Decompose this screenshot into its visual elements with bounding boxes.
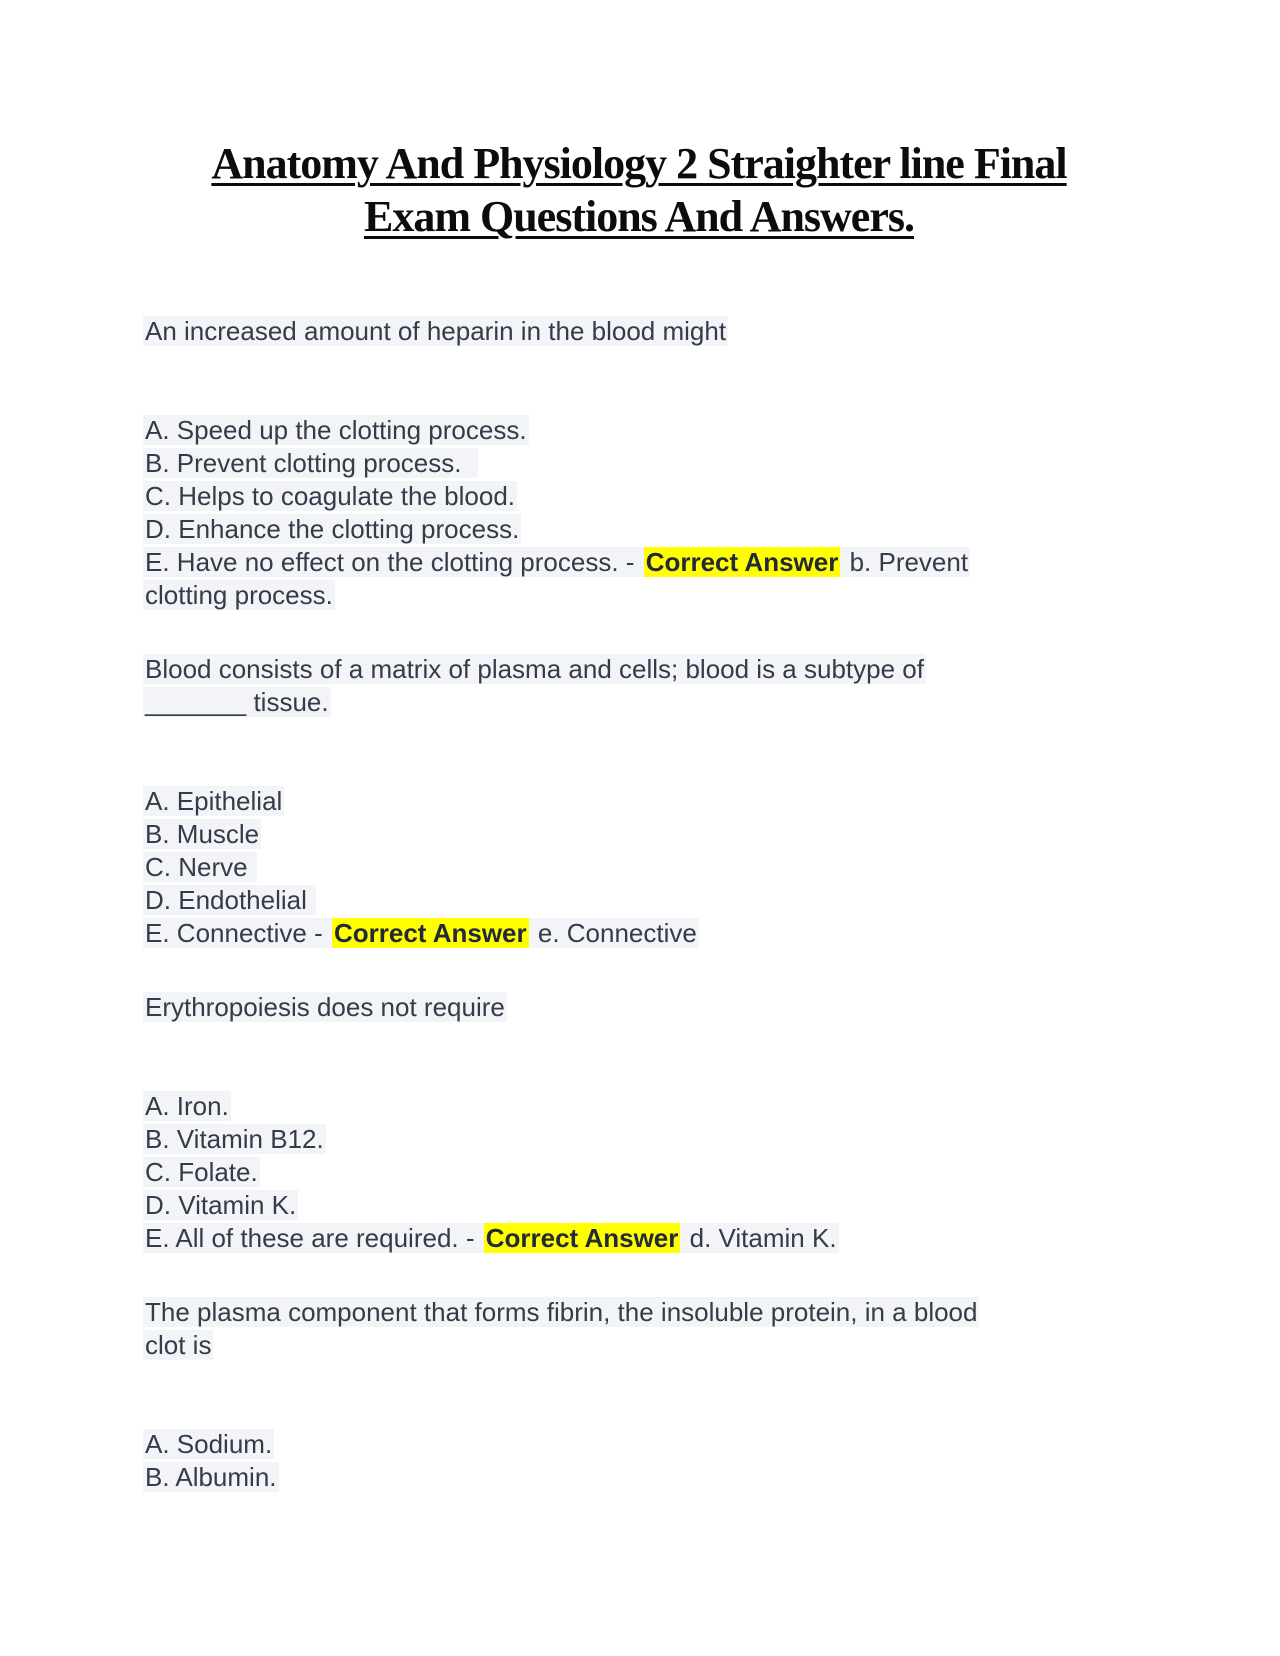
option-line [143, 1461, 1135, 1494]
option-line [143, 1428, 1135, 1461]
text-segment: A. Iron. [145, 1091, 229, 1121]
text-segment: B. Prevent clotting process. [145, 448, 476, 478]
text-segment: C. Helps to coagulate the blood. [145, 481, 516, 511]
options-block [143, 414, 1135, 612]
text-segment: D. Endothelial [145, 885, 315, 915]
question-block [143, 1296, 1135, 1362]
option-line [143, 785, 1135, 818]
option-line [143, 447, 1135, 480]
text-segment: _______ tissue. [145, 687, 329, 717]
text-segment: The plasma component that forms fibrin, the insoluble protein, in a blood [145, 1297, 978, 1327]
options-block [143, 1428, 1135, 1494]
text-segment: b. Prevent [842, 547, 969, 577]
option-line [143, 1156, 1135, 1189]
document-content [143, 315, 1135, 1494]
text-segment: clotting process. [145, 580, 333, 610]
option-line [143, 851, 1135, 884]
question-line [143, 1296, 1135, 1329]
option-line [143, 546, 1135, 579]
text-segment: A. Epithelial [145, 786, 283, 816]
option-line [143, 917, 1135, 950]
text-segment: clot is [145, 1330, 212, 1360]
question-line [143, 1329, 1135, 1362]
correct-answer-highlight: Correct Answer [485, 1223, 679, 1253]
correct-answer-highlight: Correct Answer [645, 547, 839, 577]
question-line [143, 315, 1135, 348]
text-segment: B. Muscle [145, 819, 260, 849]
option-line [143, 1090, 1135, 1123]
text-segment: D. Vitamin K. [145, 1190, 297, 1220]
text-segment: Blood consists of a matrix of plasma and cells; blood is a subtype of [145, 654, 924, 684]
option-line [143, 818, 1135, 851]
document-title [143, 137, 1135, 243]
text-segment: A. Sodium. [145, 1429, 273, 1459]
text-segment: D. Enhance the clotting process. [145, 514, 520, 544]
option-line [143, 480, 1135, 513]
options-block [143, 1090, 1135, 1255]
option-line [143, 579, 1135, 612]
title-line-1: Anatomy And Physiology 2 Straighter line Final [211, 139, 1067, 188]
text-segment: A. Speed up the clotting process. [145, 415, 527, 445]
question-block [143, 653, 1135, 719]
text-segment: Erythropoiesis does not require [145, 992, 505, 1022]
option-line [143, 1189, 1135, 1222]
text-segment: E. All of these are required. - [145, 1223, 482, 1253]
option-line [143, 414, 1135, 447]
question-block [143, 315, 1135, 348]
question-block [143, 991, 1135, 1024]
text-segment: C. Nerve [145, 852, 255, 882]
text-segment: B. Vitamin B12. [145, 1124, 324, 1154]
question-line [143, 653, 1135, 686]
options-block [143, 785, 1135, 950]
text-segment: e. Connective [530, 918, 697, 948]
option-line [143, 1222, 1135, 1255]
title-line-2: Exam Questions And Answers. [363, 192, 914, 241]
question-line [143, 991, 1135, 1024]
text-segment: d. Vitamin K. [682, 1223, 837, 1253]
text-segment: C. Folate. [145, 1157, 258, 1187]
correct-answer-highlight: Correct Answer [333, 918, 527, 948]
text-segment: E. Connective - [145, 918, 330, 948]
question-line [143, 686, 1135, 719]
option-line [143, 1123, 1135, 1156]
text-segment: An increased amount of heparin in the blood might [145, 316, 727, 346]
option-line [143, 513, 1135, 546]
option-line [143, 884, 1135, 917]
text-segment: B. Albumin. [145, 1462, 277, 1492]
text-segment: E. Have no effect on the clotting process. - [145, 547, 642, 577]
